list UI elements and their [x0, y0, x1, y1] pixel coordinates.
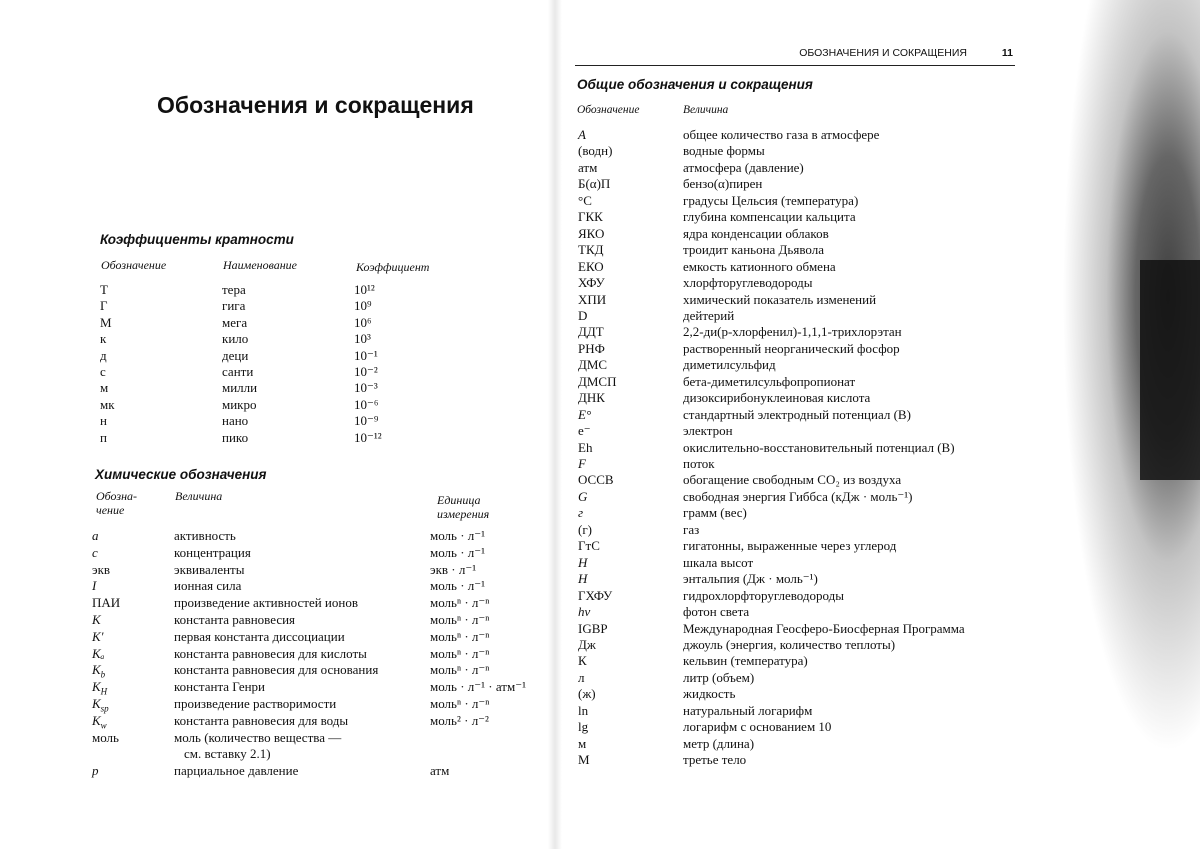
chemical-symbol: Kₐ	[92, 645, 105, 661]
general-row	[578, 127, 1038, 143]
general-symbol: lg	[578, 719, 589, 735]
chemical-meaning: парциальное давление	[174, 763, 299, 779]
general-meaning: грамм (вес)	[683, 505, 747, 521]
general-row	[578, 357, 1038, 373]
prefixes-table	[100, 282, 460, 452]
prefix-name: тера	[222, 282, 246, 297]
general-row	[578, 538, 1038, 554]
prefix-name: микро	[222, 396, 257, 412]
general-meaning: 2,2-ди(р-хлорфенил)-1,1,1-трихлорэтан	[683, 324, 902, 340]
chemical-row	[92, 763, 542, 780]
prefix-name: милли	[222, 380, 258, 396]
general-symbol: °C	[578, 192, 592, 208]
prefix-factor: 10⁻¹	[354, 347, 378, 363]
general-meaning: Международная Геосферо-Биосферная Программа	[683, 620, 965, 636]
prefix-name: нано	[222, 413, 249, 429]
general-row	[578, 226, 1038, 242]
general-symbol: атм	[578, 159, 598, 175]
chemical-unit: моль² · л⁻²	[430, 712, 489, 728]
chemical-unit: мольⁿ · л⁻ⁿ	[430, 662, 490, 678]
general-row	[578, 752, 1038, 768]
chemical-symbol: ПАИ	[92, 595, 121, 611]
general-meaning: емкость катионного обмена	[683, 258, 836, 274]
chemical-meaning: константа равновесия для кислоты	[174, 645, 367, 661]
prefix-name: пико	[222, 429, 249, 445]
chemical-symbol: p	[92, 763, 99, 779]
prefix-symbol: М	[100, 314, 112, 330]
chemical-unit: моль · л⁻¹	[430, 544, 486, 560]
chemical-row	[92, 662, 542, 679]
prefix-factor: 10³	[354, 331, 371, 347]
general-meaning: логарифм с основанием 10	[683, 719, 832, 735]
chemical-meaning: константа Генри	[174, 679, 266, 695]
general-symbol: ГХФУ	[578, 587, 613, 603]
prefix-symbol: мк	[100, 396, 115, 412]
prefix-symbol: с	[100, 364, 106, 379]
prefix-symbol: н	[100, 413, 107, 429]
chemical-unit: моль · л⁻¹	[430, 578, 486, 594]
general-symbol: ДДТ	[578, 324, 604, 340]
chemical-symbol: $K_w$	[92, 712, 107, 731]
chemical-meaning: см. вставку 2.1)	[184, 746, 271, 762]
general-symbol: м	[578, 735, 587, 751]
prefix-name: мега	[222, 314, 248, 330]
prefixes-col-name: Наименование	[223, 258, 298, 272]
prefix-row	[100, 348, 460, 365]
general-col-meaning: Величина	[683, 104, 729, 116]
chemical-row	[92, 713, 542, 730]
general-meaning: троидит каньона Дьявола	[683, 242, 824, 258]
general-symbol: hν	[578, 604, 591, 620]
chemical-symbol: моль	[92, 729, 119, 745]
chemical-row	[92, 562, 542, 579]
general-symbol: IGBP	[578, 620, 608, 636]
running-header	[575, 47, 1015, 66]
general-symbol: H	[578, 571, 588, 587]
prefix-row	[100, 315, 460, 332]
chemical-table	[92, 528, 542, 780]
general-row	[578, 275, 1038, 291]
general-meaning: дейтерий	[683, 307, 735, 323]
general-symbol: G	[578, 488, 588, 504]
general-meaning: атмосфера (давление)	[683, 159, 804, 175]
general-row	[578, 292, 1038, 308]
general-symbol: D	[578, 307, 588, 323]
chemical-meaning: константа равновесия для основания	[174, 662, 379, 678]
chemical-row	[92, 696, 542, 713]
general-row	[578, 489, 1038, 505]
prefix-row	[100, 364, 460, 381]
chemical-symbol: $K_H$	[92, 679, 108, 697]
general-symbol: К	[578, 653, 587, 669]
general-symbol: ЕКО	[578, 258, 604, 274]
chemical-meaning: эквиваленты	[174, 561, 245, 577]
general-row	[578, 308, 1038, 324]
page-number: 11	[1001, 47, 1013, 59]
general-meaning: жидкость	[683, 686, 736, 702]
general-symbol: Eh	[578, 439, 593, 455]
prefixes-heading: Коэффициенты кратности	[100, 232, 294, 247]
prefix-factor: 10⁻¹²	[354, 429, 382, 445]
general-symbol: e⁻	[578, 423, 591, 439]
general-row	[578, 209, 1038, 225]
general-symbol: ХФУ	[578, 275, 605, 291]
general-symbol: Б(α)П	[578, 176, 611, 192]
chemical-symbol: K'	[92, 628, 104, 644]
general-symbol: (г)	[578, 521, 592, 537]
prefix-row	[100, 397, 460, 414]
general-meaning: бета-диметилсульфопропионат	[683, 373, 856, 389]
general-row	[578, 571, 1038, 587]
general-meaning: окислительно-восстановительный потенциал (В)	[683, 439, 955, 455]
chemical-meaning: константа равновесия	[174, 612, 296, 627]
general-row	[578, 472, 1038, 488]
general-symbol: (ж)	[578, 686, 596, 702]
chemical-col-unit: Единица измерения	[437, 493, 490, 521]
general-symbol: (водн)	[578, 143, 613, 159]
general-meaning: общее количество газа в атмосфере	[683, 127, 880, 142]
chemical-symbol: $K_b$	[92, 662, 106, 680]
prefix-symbol: п	[100, 429, 107, 445]
general-meaning: растворенный неорганический фосфор	[683, 340, 900, 356]
general-meaning: гидрохлорфторуглеводороды	[683, 587, 845, 603]
general-symbol: ТКД	[578, 242, 604, 258]
general-row	[578, 374, 1038, 390]
general-symbol: H	[578, 554, 588, 570]
chemical-unit: экв · л⁻¹	[430, 561, 477, 577]
general-row	[578, 193, 1038, 209]
general-meaning: натуральный логарифм	[683, 702, 813, 718]
general-symbol: ГтС	[578, 538, 600, 554]
prefix-symbol: Т	[100, 282, 108, 297]
book-gutter	[548, 0, 562, 849]
general-heading: Общие обозначения и сокращения	[577, 77, 813, 92]
general-table	[578, 127, 1038, 777]
general-meaning: диметилсульфид	[683, 357, 776, 373]
general-symbol: ОССВ	[578, 472, 614, 488]
chemical-symbol: a	[92, 528, 99, 543]
general-meaning: градусы Цельсия (температура)	[683, 192, 859, 208]
general-meaning: химический показатель изменений	[683, 291, 877, 307]
chemical-row	[92, 528, 542, 545]
chemical-row	[92, 612, 542, 629]
general-row	[578, 670, 1038, 686]
chemical-row	[92, 578, 542, 595]
general-row	[578, 143, 1038, 159]
prefixes-col-symbol: Обозначение	[101, 258, 167, 272]
general-symbol: ln	[578, 702, 589, 718]
prefix-factor: 10⁻⁶	[354, 396, 379, 412]
prefix-factor: 10¹²	[354, 282, 375, 297]
general-symbol: ГКК	[578, 209, 603, 225]
page-title: Обозначения и сокращения	[157, 92, 474, 118]
chemical-row	[92, 629, 542, 646]
chemical-unit: моль · л⁻¹ · атм⁻¹	[430, 679, 526, 695]
chemical-meaning: активность	[174, 528, 236, 543]
general-row	[578, 637, 1038, 653]
chemical-unit: мольⁿ · л⁻ⁿ	[430, 595, 490, 611]
prefix-row	[100, 380, 460, 397]
general-symbol: РНФ	[578, 340, 605, 356]
chemical-meaning: константа равновесия для воды	[174, 712, 349, 728]
prefix-name: санти	[222, 364, 254, 379]
general-symbol: л	[578, 669, 585, 685]
prefix-factor: 10⁻³	[354, 380, 378, 396]
chemical-unit: моль · л⁻¹	[430, 528, 486, 543]
prefix-factor: 10⁻²	[354, 364, 378, 379]
chemical-meaning: ионная сила	[174, 578, 242, 594]
prefix-row	[100, 430, 460, 447]
general-symbol: F	[578, 456, 586, 471]
general-symbol: ДМС	[578, 357, 608, 373]
running-title: ОБОЗНАЧЕНИЯ И СОКРАЩЕНИЯ	[799, 47, 967, 59]
general-row	[578, 423, 1038, 439]
prefix-name: кило	[222, 331, 249, 347]
chemical-unit: мольⁿ · л⁻ⁿ	[430, 628, 490, 644]
general-meaning: литр (объем)	[683, 669, 755, 685]
chemical-unit: атм	[430, 763, 450, 779]
general-meaning: хлорфторуглеводороды	[683, 275, 813, 291]
chemical-col-symbol: Обозна- чение	[96, 489, 138, 517]
general-meaning: ядра конденсации облаков	[683, 225, 829, 241]
general-meaning: бензо(α)пирен	[683, 176, 763, 192]
general-symbol: Дж	[578, 636, 596, 652]
general-row	[578, 242, 1038, 258]
prefix-row	[100, 298, 460, 315]
general-row	[578, 456, 1038, 472]
general-row	[578, 341, 1038, 357]
general-meaning: обогащение свободным CO₂ из воздуха	[683, 472, 902, 488]
prefix-symbol: м	[100, 380, 109, 396]
prefix-factor: 10⁻⁹	[354, 413, 379, 429]
prefixes-col-factor: Коэффициент	[356, 260, 430, 274]
general-meaning: гигатонны, выраженные через углерод	[683, 538, 897, 554]
prefix-symbol: Г	[100, 298, 108, 314]
general-row	[578, 703, 1038, 719]
general-row	[578, 604, 1038, 620]
general-symbol: ЯКО	[578, 225, 605, 241]
general-symbol: ДНК	[578, 390, 605, 406]
general-symbol: М	[578, 752, 590, 768]
scan-edge-dark	[1140, 260, 1200, 480]
chemical-symbol: $K_{sp}$	[92, 696, 109, 714]
prefix-factor: 10⁶	[354, 314, 372, 330]
chemical-unit: мольⁿ · л⁻ⁿ	[430, 612, 490, 627]
chemical-meaning: произведение растворимости	[174, 696, 337, 711]
chemical-heading: Химические обозначения	[95, 467, 267, 482]
chemical-row	[92, 679, 542, 696]
prefix-factor: 10⁹	[354, 298, 372, 314]
general-row	[578, 719, 1038, 735]
prefix-name: гига	[222, 298, 246, 314]
chemical-meaning: произведение активностей ионов	[174, 595, 358, 611]
general-row	[578, 505, 1038, 521]
general-row	[578, 588, 1038, 604]
prefix-name: деци	[222, 347, 249, 363]
general-row	[578, 259, 1038, 275]
general-row	[578, 176, 1038, 192]
general-meaning: метр (длина)	[683, 735, 755, 751]
general-row	[578, 390, 1038, 406]
chemical-meaning: моль (количество вещества —	[174, 729, 342, 745]
general-row	[578, 160, 1038, 176]
chemical-unit: мольⁿ · л⁻ⁿ	[430, 645, 490, 661]
chemical-row	[92, 595, 542, 612]
general-meaning: свободная энергия Гиббса (кДж · моль⁻¹)	[683, 488, 913, 504]
general-row	[578, 407, 1038, 423]
general-meaning: стандартный электродный потенциал (В)	[683, 406, 911, 422]
prefix-row	[100, 282, 460, 299]
chemical-row	[92, 646, 542, 663]
general-symbol: ДМСП	[578, 373, 617, 389]
general-meaning: энтальпия (Дж · моль⁻¹)	[683, 571, 818, 587]
general-row	[578, 621, 1038, 637]
chemical-symbol: K	[92, 612, 101, 627]
general-meaning: джоуль (энергия, количество теплоты)	[683, 636, 896, 652]
prefix-symbol: к	[100, 331, 107, 347]
general-meaning: поток	[683, 456, 715, 471]
general-symbol: E°	[578, 406, 592, 422]
prefix-row	[100, 331, 460, 348]
chemical-row	[92, 746, 542, 763]
general-meaning: водные формы	[683, 143, 765, 159]
chemical-meaning: первая константа диссоциации	[174, 628, 345, 644]
general-meaning: шкала высот	[683, 554, 754, 570]
general-row	[578, 653, 1038, 669]
general-meaning: газ	[683, 521, 700, 537]
general-row	[578, 555, 1038, 571]
general-meaning: третье тело	[683, 752, 747, 768]
general-symbol: г	[578, 505, 584, 521]
chemical-col-meaning: Величина	[175, 489, 223, 503]
chemical-unit: мольⁿ · л⁻ⁿ	[430, 696, 490, 711]
chemical-row	[92, 730, 542, 747]
chemical-symbol: c	[92, 544, 98, 560]
general-row	[578, 736, 1038, 752]
chemical-symbol: экв	[92, 561, 111, 577]
general-row	[578, 324, 1038, 340]
general-col-symbol: Обозначение	[577, 104, 640, 116]
general-meaning: дизоксирибонуклеиновая кислота	[683, 390, 871, 406]
prefix-row	[100, 413, 460, 430]
general-meaning: глубина компенсации кальцита	[683, 209, 856, 225]
prefix-symbol: д	[100, 347, 107, 363]
general-symbol: A	[578, 127, 586, 142]
general-row	[578, 440, 1038, 456]
general-symbol: ХПИ	[578, 291, 607, 307]
chemical-meaning: концентрация	[174, 544, 251, 560]
general-row	[578, 522, 1038, 538]
general-meaning: кельвин (температура)	[683, 653, 808, 669]
general-row	[578, 686, 1038, 702]
general-meaning: электрон	[683, 423, 733, 439]
chemical-symbol: I	[92, 578, 97, 594]
chemical-row	[92, 545, 542, 562]
general-meaning: фотон света	[683, 604, 750, 620]
